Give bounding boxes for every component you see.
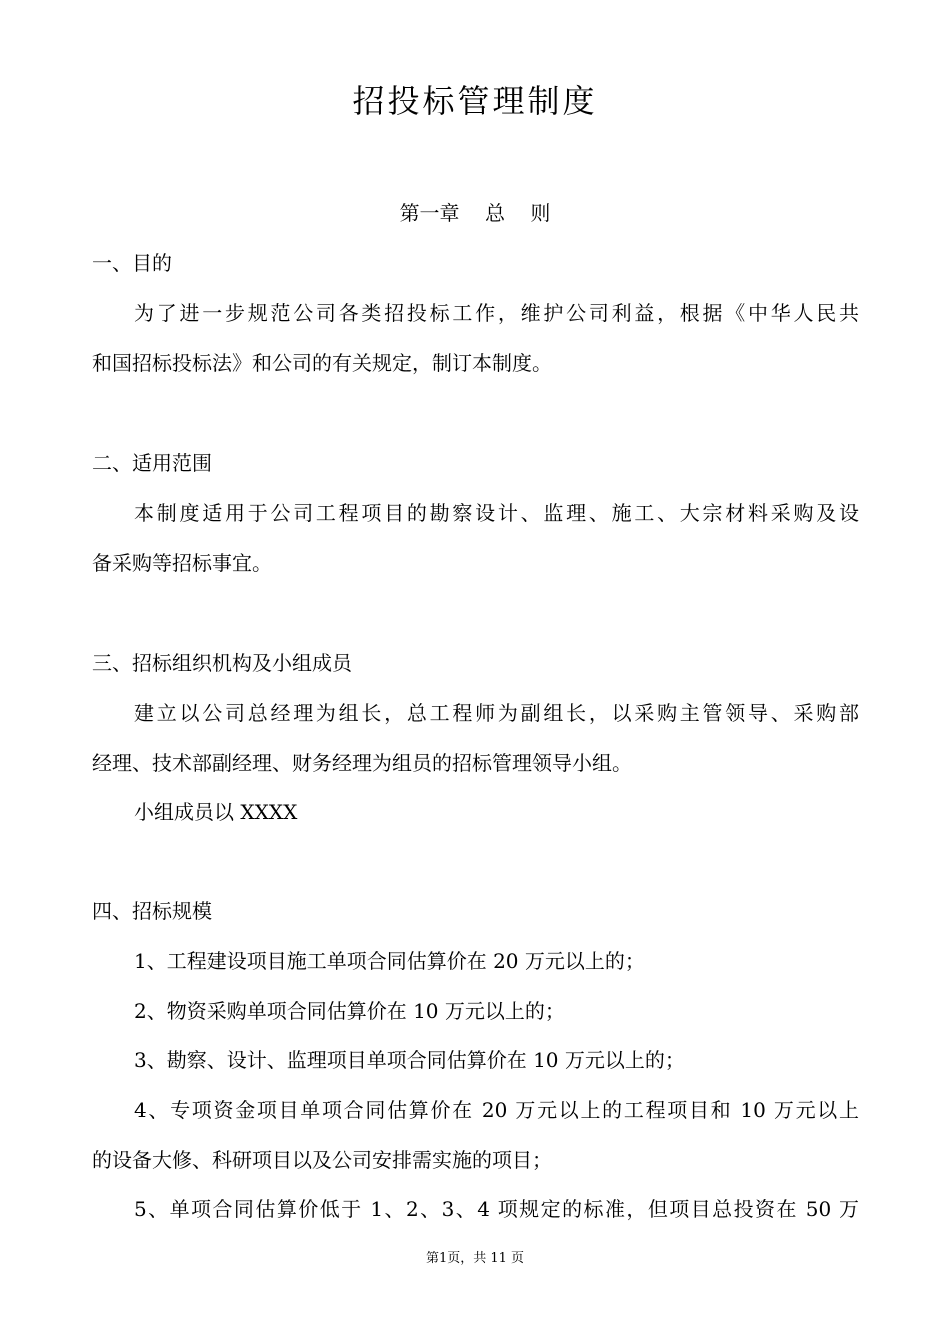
- section-heading-purpose: 一、目的: [92, 251, 172, 275]
- paragraph-line: 为了进一步规范公司各类招投标工作，维护公司利益，根据《中华人民共: [134, 301, 859, 325]
- list-item: 2、物资采购单项合同估算价在 10 万元以上的；: [134, 999, 565, 1023]
- paragraph-line: 和国招标投标法》和公司的有关规定，制订本制度。: [92, 351, 552, 375]
- section-heading-scale: 四、招标规模: [92, 899, 212, 923]
- page-footer: 第1页，共 11 页: [425, 1251, 525, 1266]
- list-item: 5、单项合同估算价低于 1、2、3、4 项规定的标准，但项目总投资在 50 万: [134, 1197, 859, 1221]
- document-title: 招投标管理制度: [352, 82, 598, 120]
- section-heading-scope: 二、适用范围: [92, 451, 212, 475]
- list-item: 4、专项资金项目单项合同估算价在 20 万元以上的工程项目和 10 万元以上: [134, 1098, 859, 1122]
- list-item-continuation: 的设备大修、科研项目以及公司安排需实施的项目；: [92, 1148, 552, 1172]
- paragraph-line: 建立以公司总经理为组长，总工程师为副组长，以采购主管领导、采购部: [134, 701, 859, 725]
- list-item: 3、勘察、设计、监理项目单项合同估算价在 10 万元以上的；: [134, 1048, 685, 1072]
- paragraph-line: 本制度适用于公司工程项目的勘察设计、监理、施工、大宗材料采购及设: [134, 501, 859, 525]
- section-heading-organization: 三、招标组织机构及小组成员: [92, 651, 352, 675]
- chapter-heading: 第一章 总 则: [399, 201, 551, 225]
- paragraph-line: 经理、技术部副经理、财务经理为组员的招标管理领导小组。: [92, 751, 632, 775]
- list-item: 1、工程建设项目施工单项合同估算价在 20 万元以上的；: [134, 949, 645, 973]
- paragraph-line: 备采购等招标事宜。: [92, 551, 272, 575]
- paragraph-line: 小组成员以 XXXX: [134, 800, 298, 824]
